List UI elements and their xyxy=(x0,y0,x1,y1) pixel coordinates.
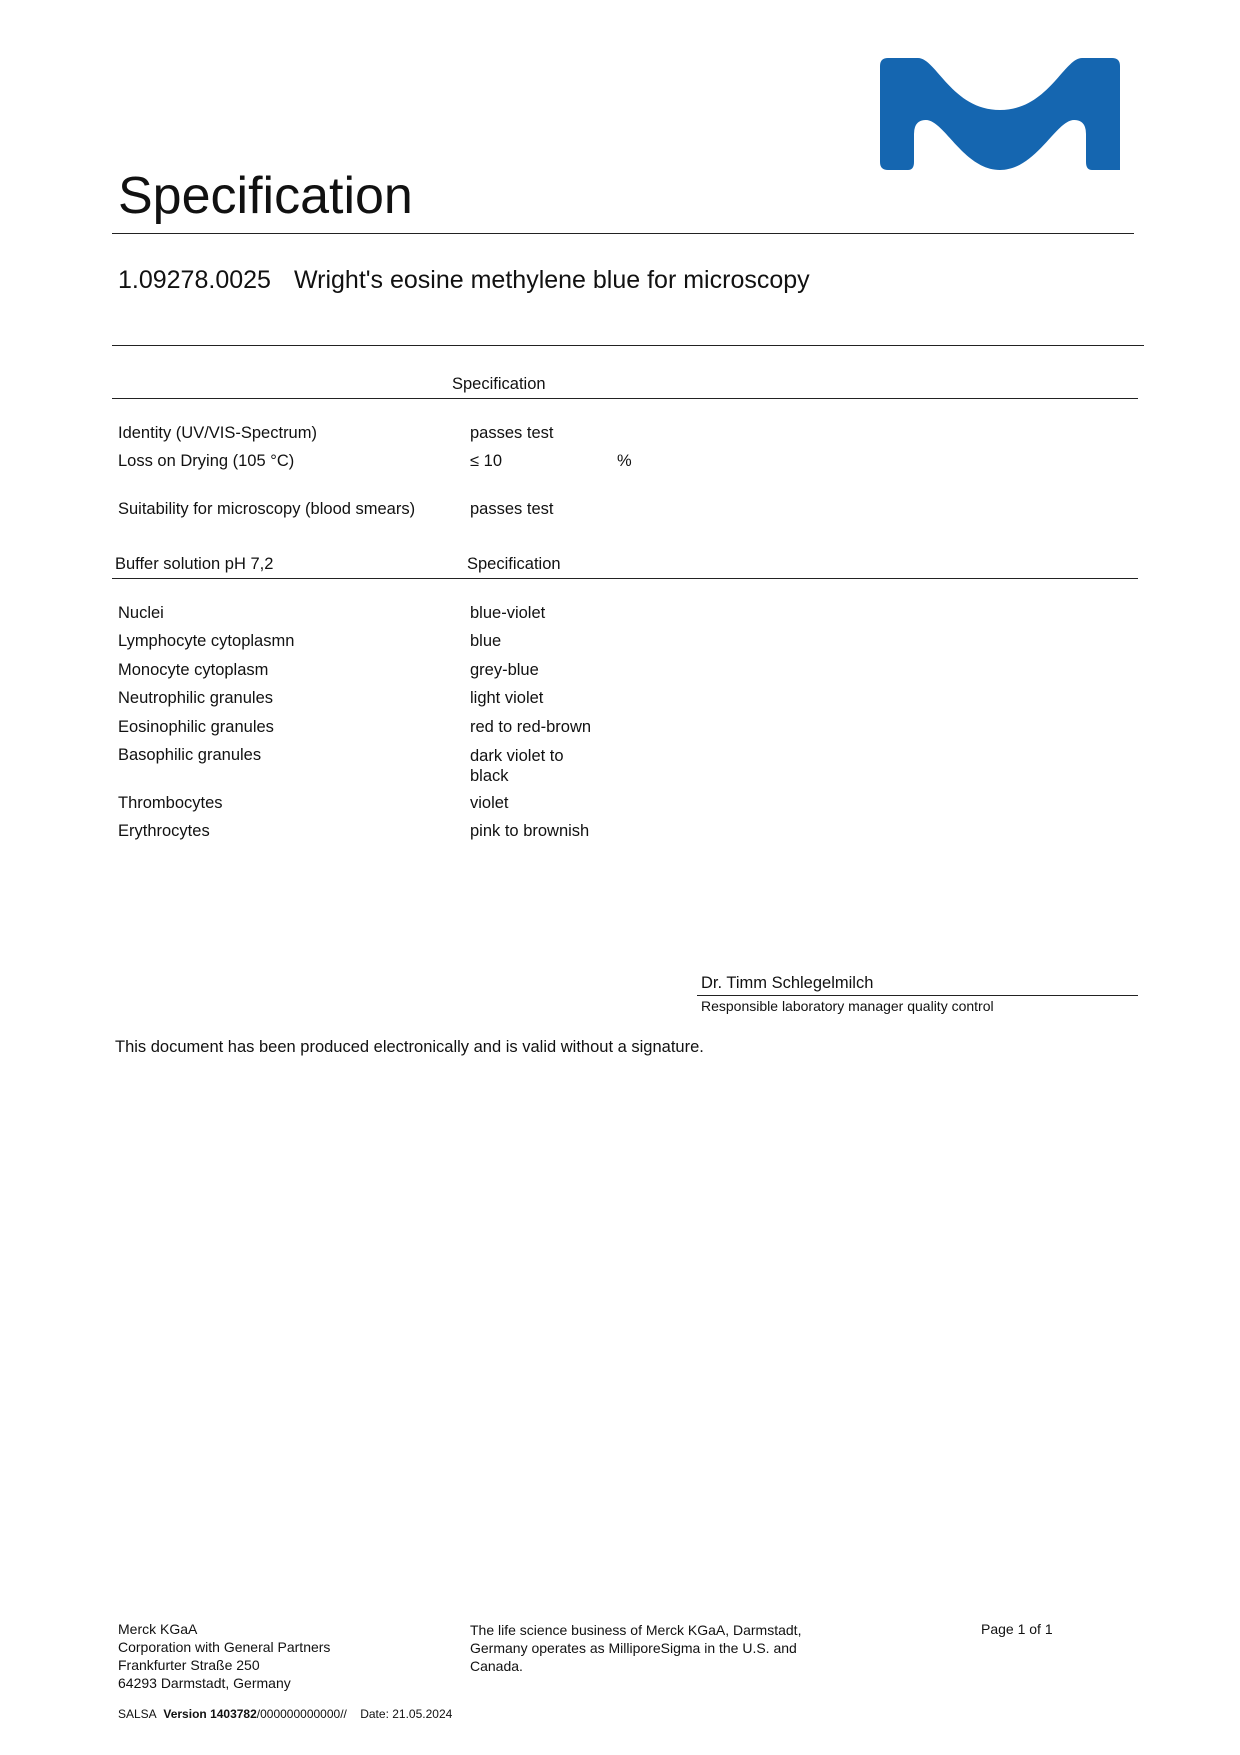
spec-value: ≤ 10 xyxy=(470,452,502,470)
company-line: 64293 Darmstadt, Germany xyxy=(118,1675,291,1691)
buffer-parameter: Basophilic granules xyxy=(118,746,262,764)
buffer-value: pink to brownish xyxy=(470,822,590,840)
buffer-value: blue-violet xyxy=(470,604,546,622)
version-number: Version 1403782 xyxy=(163,1707,257,1721)
buffer-parameter: Monocyte cytoplasm xyxy=(118,661,269,679)
product-number: 1.09278.0025 xyxy=(118,266,271,294)
company-line: Merck KGaA xyxy=(118,1621,198,1637)
signatory-role: Responsible laboratory manager quality control xyxy=(701,998,994,1014)
buffer-value: blue xyxy=(470,632,502,650)
spec-parameter: Loss on Drying (105 °C) xyxy=(118,452,295,470)
page-title: Specification xyxy=(118,167,413,225)
page-number: Page 1 of 1 xyxy=(981,1621,1053,1637)
version-suffix: /000000000000// xyxy=(256,1707,347,1721)
title-divider xyxy=(112,233,1134,234)
business-note: The life science business of Merck KGaA, Darmstadt, Germany operates as MilliporeSigma in the U.S. and Canada. xyxy=(470,1622,802,1674)
buffer-header-divider xyxy=(112,578,1138,579)
buffer-column-header: Buffer solution pH 7,2 xyxy=(115,555,274,573)
section-divider xyxy=(112,345,1144,346)
buffer-parameter: Eosinophilic granules xyxy=(118,718,274,736)
company-line: Frankfurter Straße 250 xyxy=(118,1657,260,1673)
signatory-name: Dr. Timm Schlegelmilch xyxy=(701,974,874,992)
company-line: Corporation with General Partners xyxy=(118,1639,331,1655)
spec-unit: % xyxy=(617,452,632,470)
buffer-parameter: Thrombocytes xyxy=(118,794,223,812)
version-line xyxy=(118,1707,452,1721)
validity-note: This document has been produced electronically and is valid without a signature. xyxy=(115,1038,704,1056)
buffer-value: dark violet to black xyxy=(470,747,564,785)
spec-column-header: Specification xyxy=(452,375,546,393)
buffer-parameter: Neutrophilic granules xyxy=(118,689,274,707)
buffer-value: violet xyxy=(470,794,509,812)
buffer-spec-header: Specification xyxy=(467,555,561,573)
merck-logo-icon xyxy=(880,58,1125,178)
buffer-value: red to red-brown xyxy=(470,718,592,736)
spec-value: passes test xyxy=(470,500,554,518)
spec-value: passes test xyxy=(470,424,554,442)
buffer-value: light violet xyxy=(470,689,544,707)
document-date: Date: 21.05.2024 xyxy=(360,1707,453,1721)
spec-header-divider xyxy=(112,398,1138,399)
spec-parameter: Suitability for microscopy (blood smears) xyxy=(118,500,416,518)
buffer-parameter: Erythrocytes xyxy=(118,822,210,840)
product-name: Wright's eosine methylene blue for microscopy xyxy=(294,266,810,294)
signature-line xyxy=(697,995,1138,996)
buffer-value: grey-blue xyxy=(470,661,539,679)
system-name: SALSA xyxy=(118,1707,157,1721)
spec-parameter: Identity (UV/VIS-Spectrum) xyxy=(118,424,317,442)
buffer-parameter: Lymphocyte cytoplasmn xyxy=(118,632,295,650)
buffer-parameter: Nuclei xyxy=(118,604,164,622)
